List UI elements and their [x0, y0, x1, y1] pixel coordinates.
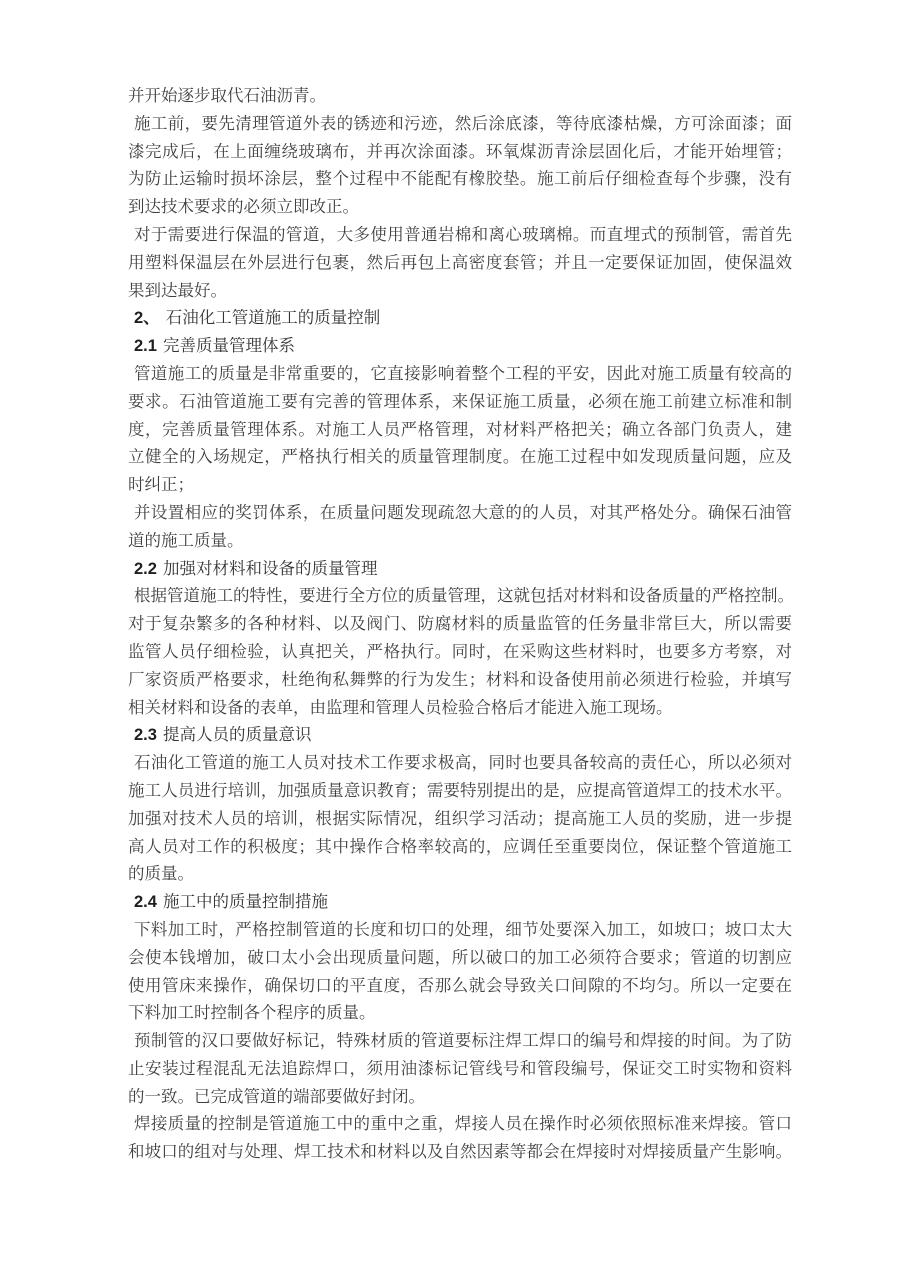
text-line: 焊接质量的控制是管道施工中的重中之重，焊接人员在操作时必须依照标准来焊接。管口 — [134, 1114, 792, 1134]
section-number: 2.1 — [134, 337, 157, 356]
section-heading — [128, 721, 792, 749]
paragraph — [128, 582, 792, 721]
section-title: 加强对材料和设备的质量管理 — [162, 558, 378, 578]
section-number: 2.3 — [134, 726, 157, 745]
section-title: 提高人员的质量意识 — [162, 725, 312, 745]
text-line: 的质量。 — [128, 864, 194, 884]
text-line: 施工人员进行培训，加强质量意识教育；需要特别提出的是，应提高管道焊工的技术水平。 — [128, 780, 792, 800]
text-line: 漆完成后，在上面缠绕玻璃布，并再次涂面漆。环氧煤沥青涂层固化后，才能开始埋管； — [128, 141, 792, 161]
text-line: 预制管的汉口要做好标记，特殊材质的管道要标注焊工焊口的编号和焊接的时间。为了防 — [134, 1031, 792, 1051]
text-line: 厂家资质严格要求，杜绝徇私舞弊的行为发生；材料和设备使用前必须进行检验，并填写 — [128, 669, 792, 689]
text-line: 会使本钱增加，破口太小会出现质量问题，所以破口的加工必须符合要求；管道的切割应 — [128, 947, 792, 967]
text-line: 并设置相应的奖罚体系，在质量问题发现疏忽大意的的人员，对其严格处分。确保石油管 — [134, 502, 792, 522]
text-line: 对于需要进行保温的管道，大多使用普通岩棉和离心玻璃棉。而直埋式的预制管，需首先 — [134, 224, 792, 244]
section-title: 石油化工管道施工的质量控制 — [165, 308, 381, 328]
text-line: 立健全的入场规定，严格执行相关的质量管理制度。在施工过程中如发现质量问题，应及 — [128, 447, 792, 467]
document-body — [128, 82, 792, 1166]
paragraph — [128, 110, 792, 221]
paragraph — [128, 1027, 792, 1110]
text-line: 用塑料保温层在外层进行包裹，然后再包上高密度套管；并且一定要保证加固，使保温效 — [128, 252, 792, 272]
section-heading — [128, 332, 792, 360]
text-line: 和坡口的组对与处理、焊工技术和材料以及自然因素等都会在焊接时对焊接质量产生影响。 — [128, 1142, 792, 1162]
section-number: 2.4 — [134, 893, 157, 912]
text-line: 到达技术要求的必须立即改正。 — [128, 197, 359, 217]
text-line: 的一致。已完成管道的端部要做好封闭。 — [128, 1086, 425, 1106]
paragraph — [128, 749, 792, 888]
text-line: 要求。石油管道施工要有完善的管理体系，来保证施工质量，必须在施工前建立标准和制 — [128, 391, 792, 411]
text-line: 加强对技术人员的培训，根据实际情况，组织学习活动；提高施工人员的奖励，进一步提 — [128, 808, 792, 828]
text-line: 石油化工管道的施工人员对技术工作要求极高，同时也要具备较高的责任心，所以必须对 — [134, 753, 792, 773]
section-heading — [128, 304, 792, 332]
paragraph — [128, 916, 792, 1027]
text-line: 施工前，要先清理管道外表的锈迹和污迹，然后涂底漆，等待底漆枯燥，方可涂面漆；面 — [134, 113, 792, 133]
paragraph — [128, 1110, 792, 1166]
text-line: 管道施工的质量是非常重要的，它直接影响着整个工程的平安，因此对施工质量有较高的 — [134, 363, 792, 383]
section-number: 2、 — [134, 309, 160, 328]
text-line: 下料加工时控制各个程序的质量。 — [128, 1003, 376, 1023]
text-line: 下料加工时，严格控制管道的长度和切口的处理，细节处要深入加工，如坡口；坡口太大 — [134, 919, 792, 939]
text-line: 果到达最好。 — [128, 280, 227, 300]
text-line: 止安装过程混乱无法追踪焊口，须用油漆标记管线号和管段编号，保证交工时实物和资料 — [128, 1058, 792, 1078]
paragraph — [128, 221, 792, 304]
section-title: 施工中的质量控制措施 — [162, 892, 328, 912]
paragraph — [128, 82, 792, 110]
text-line: 为防止运输时损坏涂层，整个过程中不能配有橡胶垫。施工前后仔细检查每个步骤，没有 — [128, 169, 792, 189]
section-number: 2.2 — [134, 559, 157, 578]
text-line: 时纠正； — [128, 475, 194, 495]
paragraph — [128, 360, 792, 499]
section-heading — [128, 888, 792, 916]
text-line: 道的施工质量。 — [128, 530, 244, 550]
text-line: 度，完善质量管理体系。对施工人员严格管理，对材料严格把关；确立各部门负责人，建 — [128, 419, 792, 439]
section-heading — [128, 555, 792, 583]
text-line: 使用管床来操作，确保切口的平直度，否那么就会导致关口间隙的不均匀。所以一定要在 — [128, 975, 792, 995]
text-line: 相关材料和设备的表单，由监理和管理人员检验合格后才能进入施工现场。 — [128, 697, 673, 717]
text-line: 监管人员仔细检验，认真把关，严格执行。同时，在采购这些材料时，也要多方考察，对 — [128, 641, 792, 661]
text-line: 并开始逐步取代石油沥青。 — [128, 86, 326, 105]
text-line: 高人员对工作的积极度；其中操作合格率较高的，应调任至重要岗位，保证整个管道施工 — [128, 836, 792, 856]
paragraph — [128, 499, 792, 555]
text-line: 对于复杂繁多的各种材料、以及阀门、防腐材料的质量监管的任务量非常巨大，所以需要 — [128, 614, 792, 634]
text-line: 根据管道施工的特性，要进行全方位的质量管理，这就包括对材料和设备质量的严格控制。 — [134, 586, 794, 606]
section-title: 完善质量管理体系 — [162, 336, 295, 356]
